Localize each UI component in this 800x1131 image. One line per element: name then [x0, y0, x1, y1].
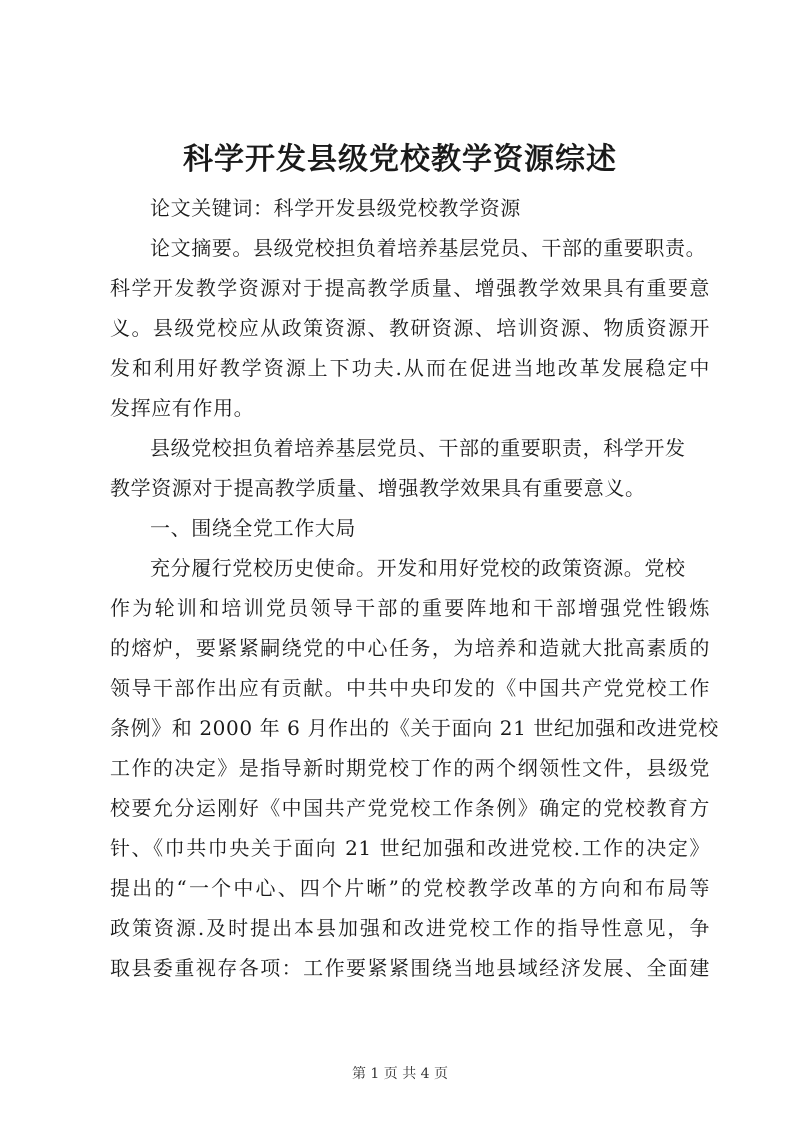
- abstract-line: 科学开发教学资源对于提高教学质量、增强教学效果具有重要意: [110, 276, 710, 300]
- paragraph-line: 政策资源.及时提出本县加强和改进党校工作的指导性意见，争: [110, 916, 710, 940]
- paragraph-line: 领导干部作出应有贡献。中共中央印发的《中国共产党党校工作: [110, 676, 710, 700]
- paragraph-line: 县级党校担负着培养基层党员、干部的重要职责，科学开发: [150, 436, 686, 460]
- keywords-line: 论文关键词：科学开发县级党校教学资源: [150, 196, 521, 220]
- paragraph-line: 教学资源对于提高教学质量、增强教学效果具有重要意义。: [110, 476, 646, 500]
- paragraph-line: 取县委重视存各项：工作要紧紧围绕当地县域经济发展、全面建: [110, 956, 710, 980]
- paragraph-line: 作为轮训和培训党员领导干部的重要阵地和干部增强党性锻炼: [110, 596, 710, 620]
- abstract-line: 论文摘要。县级党校担负着培养基层党员、干部的重要职责。: [150, 236, 707, 260]
- paragraph-line: 针、《巾共巾央关于面向 21 世纪加强和改进党校.工作的决定》: [110, 836, 710, 860]
- paragraph-line: 提出的“一个中心、四个片晰”的党校教学改革的方向和布局等: [110, 876, 710, 900]
- section-heading: 一、围绕全党工作大局: [150, 516, 356, 540]
- page-title: 科学开发县级党校教学资源综述: [183, 142, 617, 177]
- abstract-line: 发挥应有作用。: [110, 396, 255, 420]
- paragraph-line: 校要允分运刚好《中国共产党党校工作条例》确定的党校教育方: [110, 796, 710, 820]
- document-body: [110, 188, 719, 988]
- paragraph-line: 工作的决定》是指导新时期党校丁作的两个纲领性文件，县级党: [110, 756, 710, 780]
- paragraph-line: 充分履行党校历史使命。开发和用好党校的政策资源。党校: [150, 556, 686, 580]
- abstract-line: 义。县级党校应从政策资源、教研资源、培训资源、物质资源开: [110, 316, 710, 340]
- abstract-line: 发和利用好教学资源上下功夫.从而在促进当地改革发展稳定中: [110, 356, 710, 380]
- paragraph-line: 条例》和 2000 年 6 月作出的《关于面向 21 世纪加强和改进党校: [110, 716, 719, 740]
- paragraph-line: 的熔炉，要紧紧嗣绕党的中心任务，为培养和造就大批高素质的: [110, 636, 710, 660]
- page-number-footer: 第 1 页 共 4 页: [351, 1066, 449, 1082]
